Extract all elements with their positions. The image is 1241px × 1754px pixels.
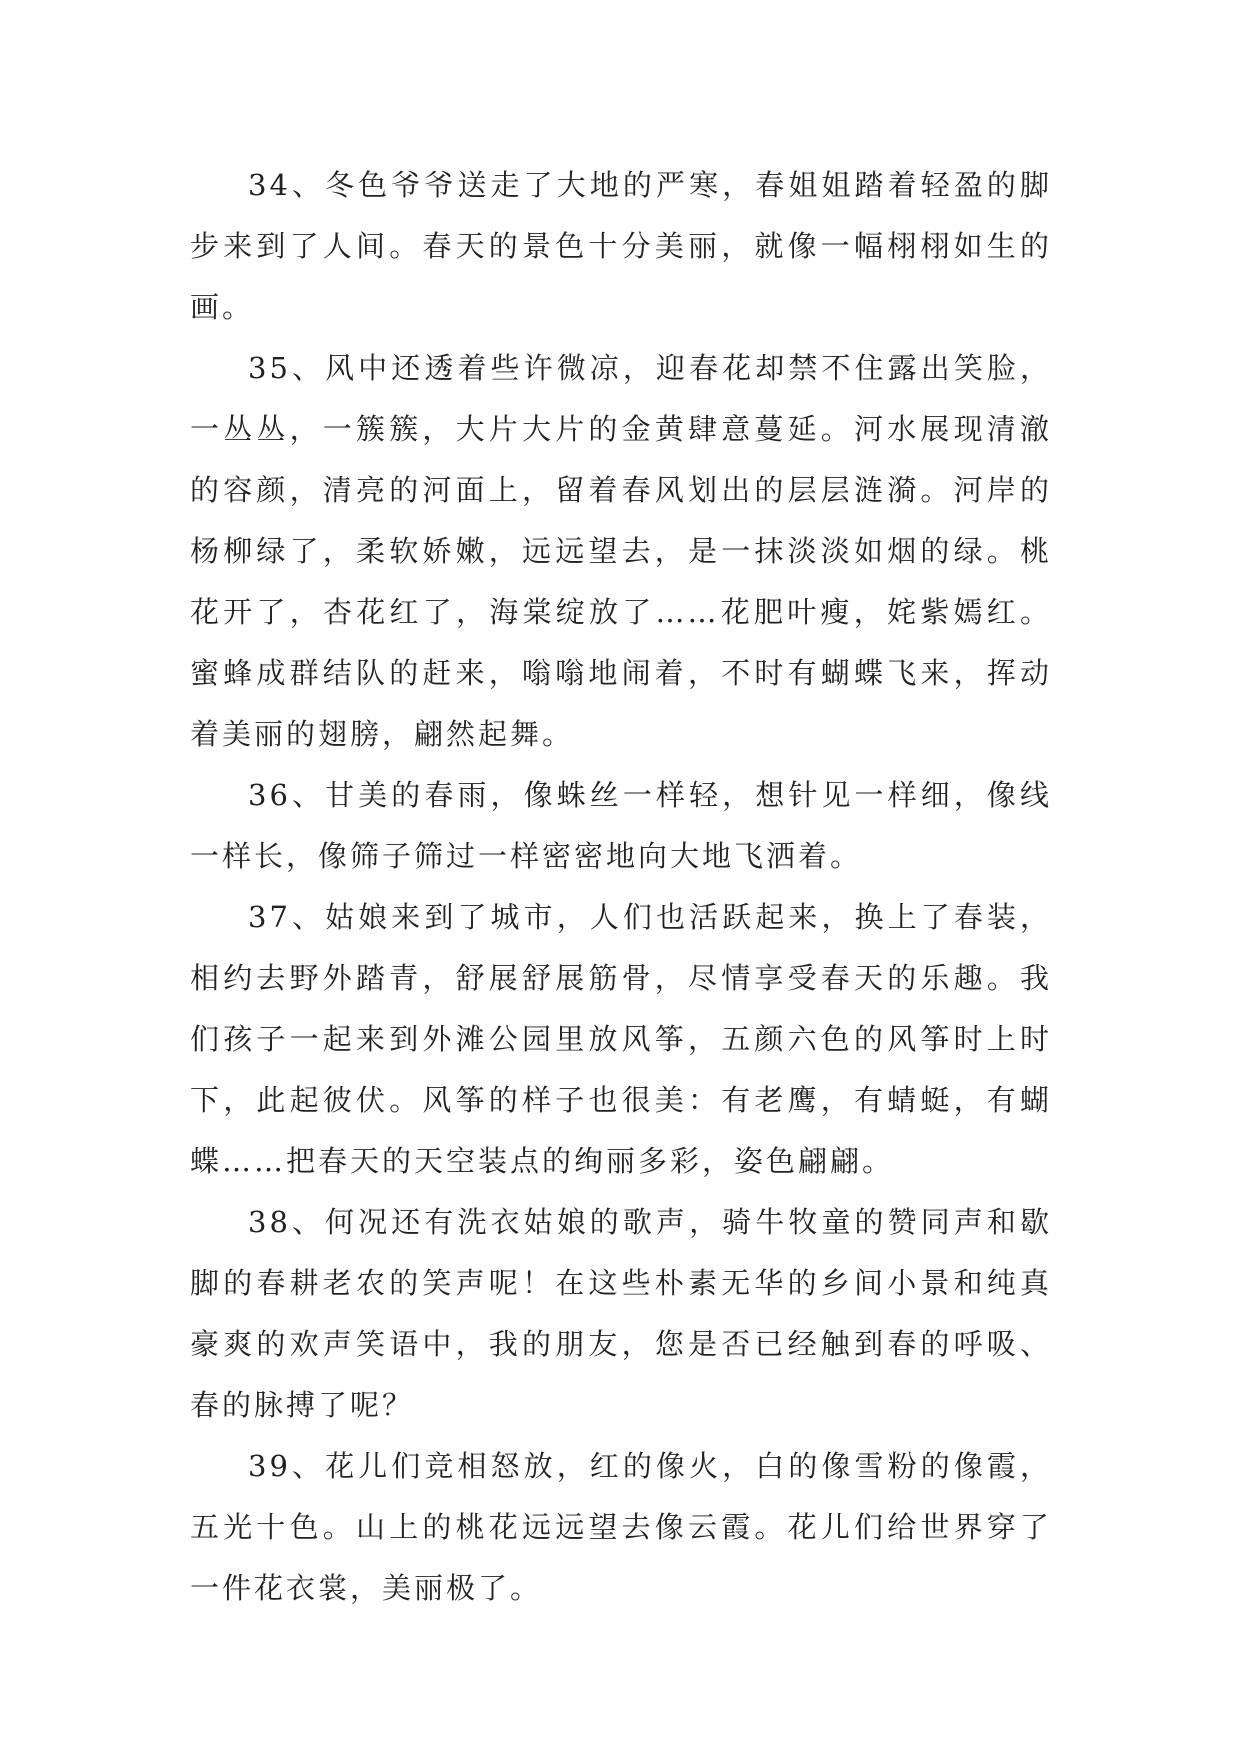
paragraph-35: 35、风中还透着些许微凉，迎春花却禁不住露出笑脸，一丛丛，一簇簇，大片大片的金黄肆意蔓延。河水展现清澈的容颜，清亮的河面上，留着春风划出的层层涟漪。河岸的杨柳绿了，柔软娇嫩，远远望去，是一抹淡淡如烟的绿。桃花开了，杏花红了，海棠绽放了……花肥叶瘦，姹紫嫣红。蜜蜂成群结队的赶来，嗡嗡地闹着，不时有蝴蝶飞来，挥动着美丽的翅膀，翩然起舞。 xyxy=(190,351,1052,751)
document-body xyxy=(190,155,1052,1619)
paragraph-38: 38、何况还有洗衣姑娘的歌声，骑牛牧童的赞同声和歇脚的春耕老农的笑声呢！在这些朴素无华的乡间小景和纯真豪爽的欢声笑语中，我的朋友，您是否已经触到春的呼吸、春的脉搏了呢？ xyxy=(190,1205,1052,1422)
paragraph-36: 36、甘美的春雨，像蛛丝一样轻，想针见一样细，像线一样长，像筛子筛过一样密密地向大地飞洒着。 xyxy=(190,778,1052,873)
paragraph-39: 39、花儿们竞相怒放，红的像火，白的像雪粉的像霞，五光十色。山上的桃花远远望去像云霞。花儿们给世界穿了一件花衣裳，美丽极了。 xyxy=(190,1449,1052,1605)
paragraph-37: 37、姑娘来到了城市，人们也活跃起来，换上了春装，相约去野外踏青，舒展舒展筋骨，尽情享受春天的乐趣。我们孩子一起来到外滩公园里放风筝，五颜六色的风筝时上时下，此起彼伏。风筝的样子也很美：有老鹰，有蜻蜓，有蝴蝶……把春天的天空装点的绚丽多彩，姿色翩翩。 xyxy=(190,900,1052,1178)
paragraph-34: 34、冬色爷爷送走了大地的严寒，春姐姐踏着轻盈的脚步来到了人间。春天的景色十分美丽，就像一幅栩栩如生的画。 xyxy=(190,168,1052,324)
